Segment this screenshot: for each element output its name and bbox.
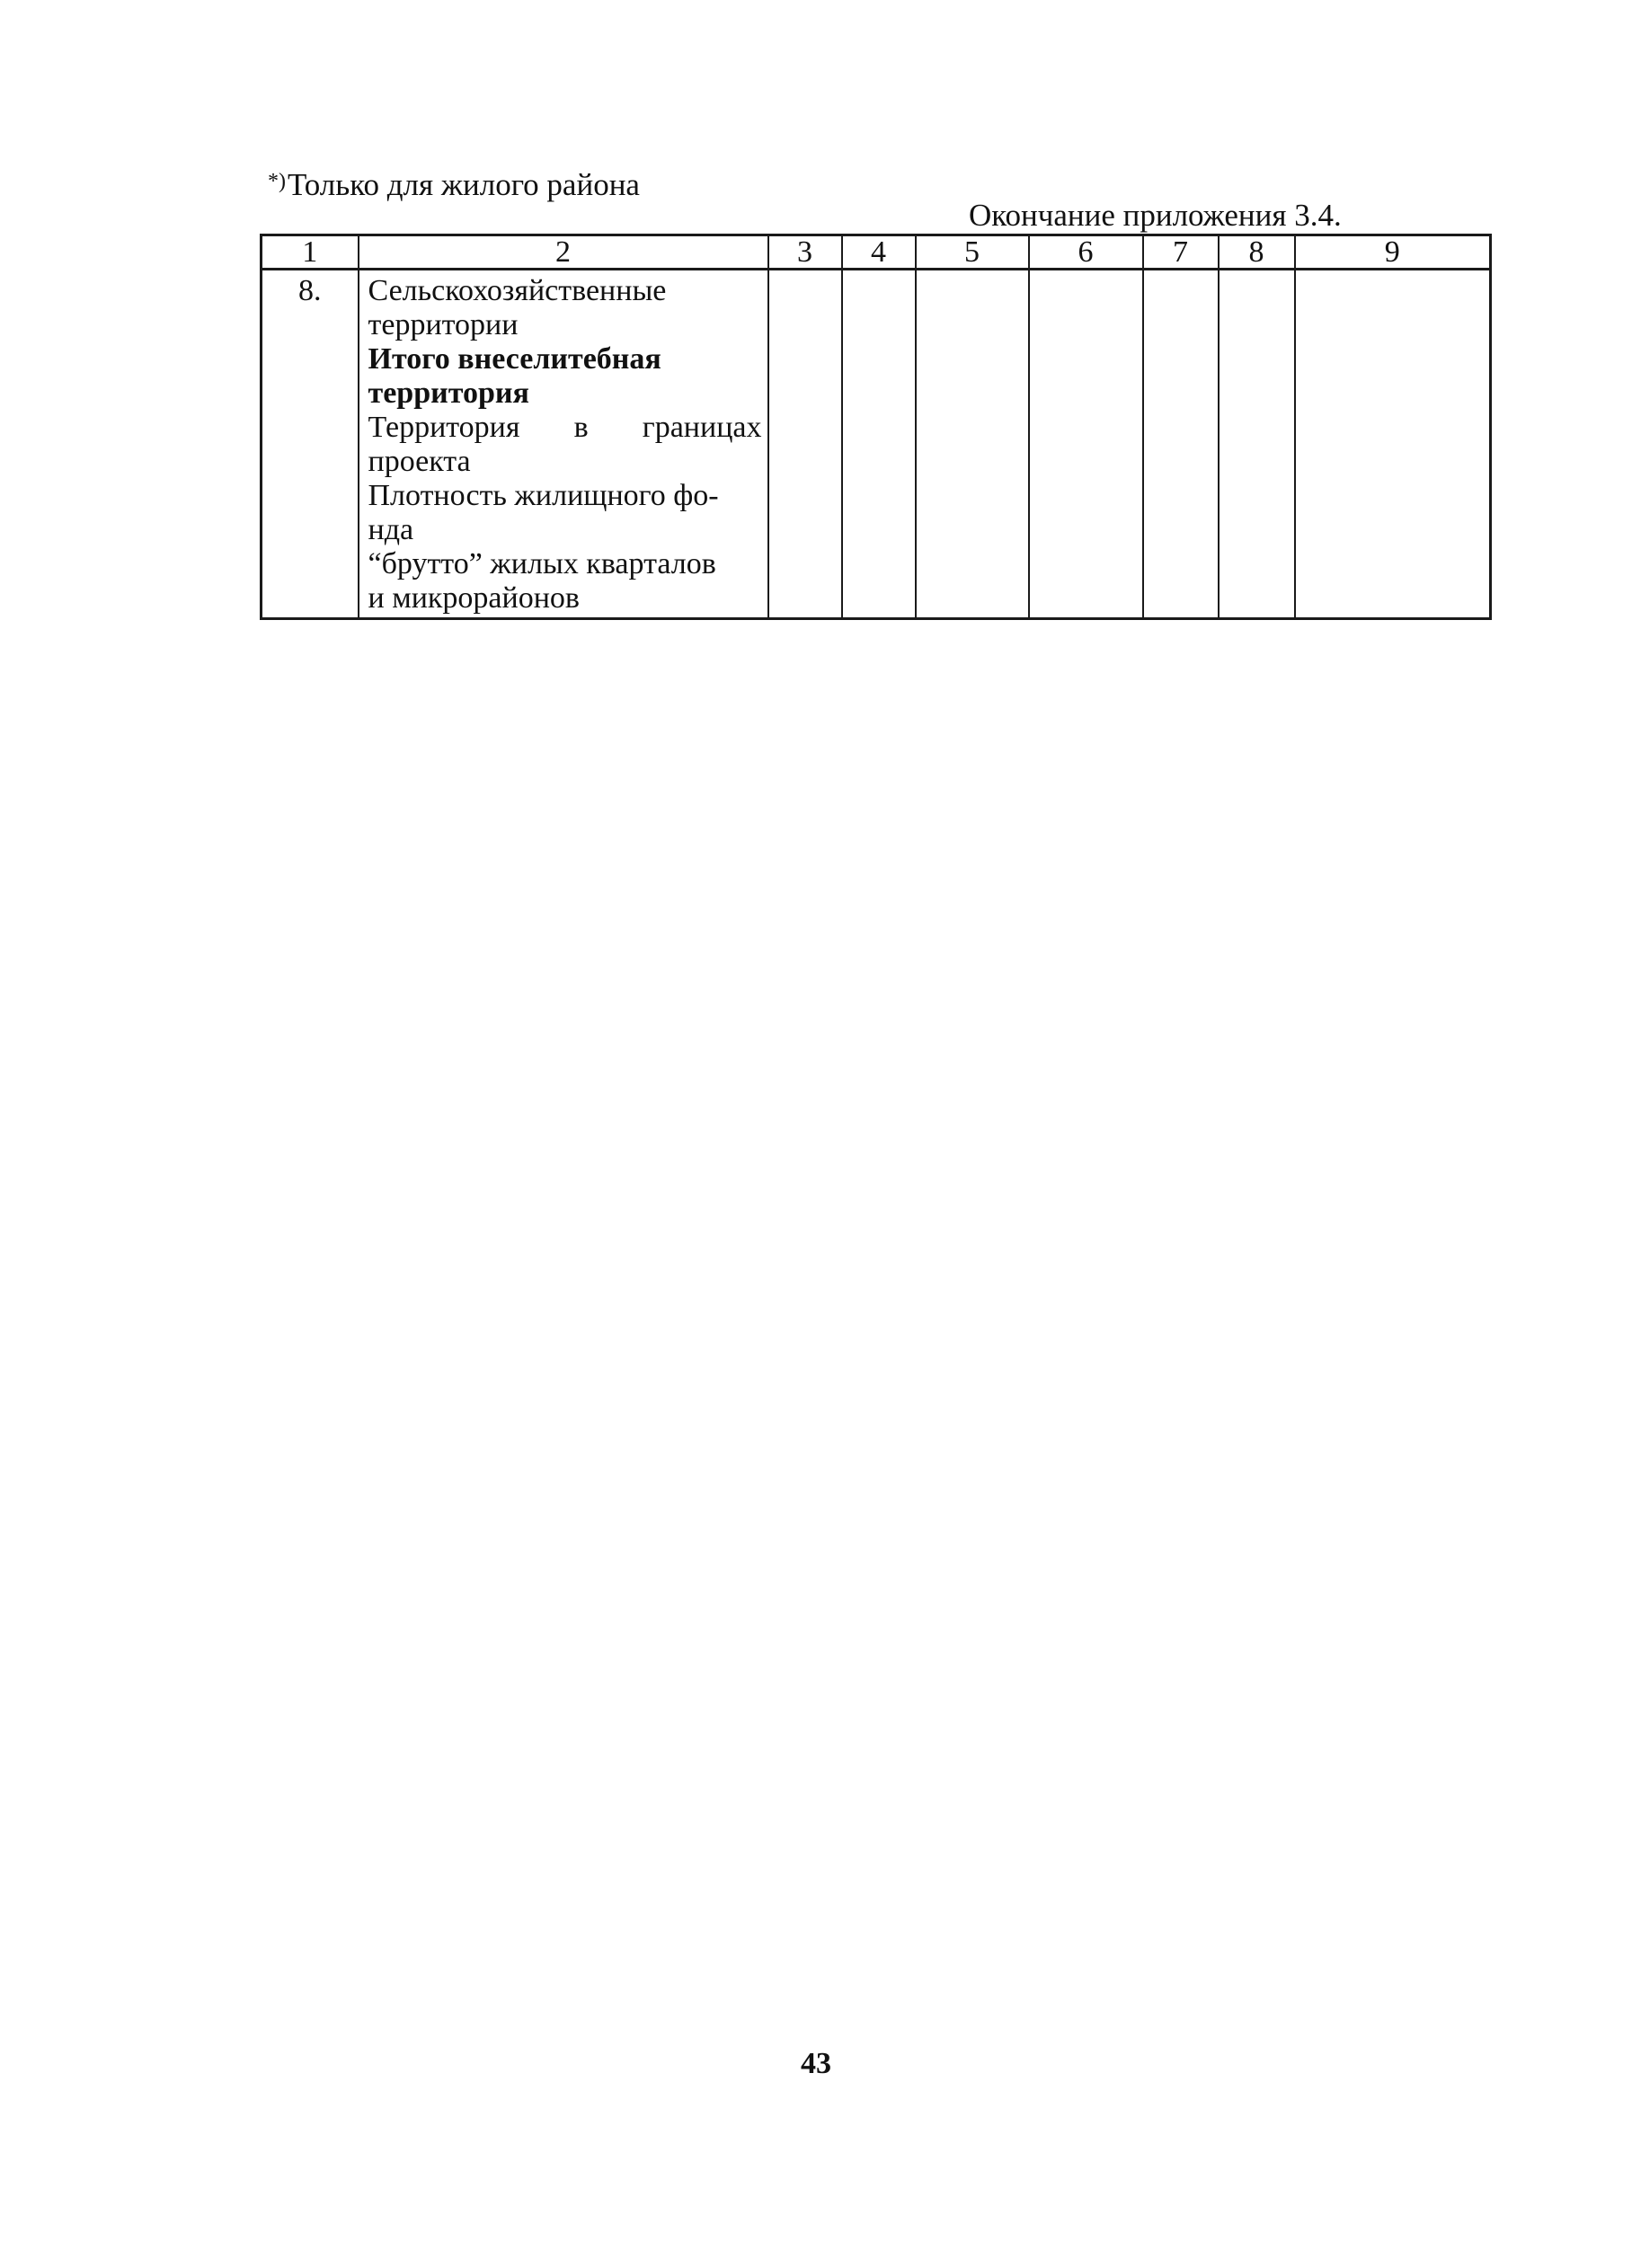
word: Территория	[368, 411, 520, 444]
footnote	[268, 162, 640, 205]
description-line-bold: Итого внеселитебная	[368, 342, 661, 376]
row-description	[359, 270, 768, 619]
table-row	[262, 270, 1491, 619]
row-number: 8.	[262, 270, 359, 619]
description-line-justified	[368, 411, 762, 445]
column-header: 7	[1143, 235, 1219, 270]
table-header-row	[262, 235, 1491, 270]
footnote-mark: *)	[268, 170, 286, 193]
description-line: территории	[368, 308, 519, 341]
description-line-bold: территория	[368, 377, 529, 410]
column-header: 1	[262, 235, 359, 270]
appendix-caption: Окончание приложения 3.4.	[969, 198, 1342, 233]
appendix-table	[260, 234, 1492, 620]
description-line: Сельскохозяйственные	[368, 274, 667, 307]
empty-cell	[1295, 270, 1491, 619]
column-header: 9	[1295, 235, 1491, 270]
empty-cell	[916, 270, 1029, 619]
column-header: 6	[1029, 235, 1143, 270]
description-line: Плотность жилищного фо-	[368, 479, 719, 512]
description-line: и микрорайонов	[368, 581, 580, 615]
column-header: 4	[842, 235, 916, 270]
column-header: 5	[916, 235, 1029, 270]
description-line: “брутто” жилых кварталов	[368, 547, 716, 580]
column-header: 3	[768, 235, 842, 270]
description-line: нда	[368, 513, 414, 546]
description-line: проекта	[368, 445, 471, 478]
word: границах	[642, 411, 762, 444]
column-header: 8	[1219, 235, 1295, 270]
empty-cell	[842, 270, 916, 619]
empty-cell	[1029, 270, 1143, 619]
column-header: 2	[359, 235, 768, 270]
empty-cell	[1219, 270, 1295, 619]
page-number: 43	[801, 2047, 831, 2080]
empty-cell	[768, 270, 842, 619]
footnote-text: Только для жилого района	[288, 167, 640, 202]
empty-cell	[1143, 270, 1219, 619]
word: в	[573, 411, 589, 444]
